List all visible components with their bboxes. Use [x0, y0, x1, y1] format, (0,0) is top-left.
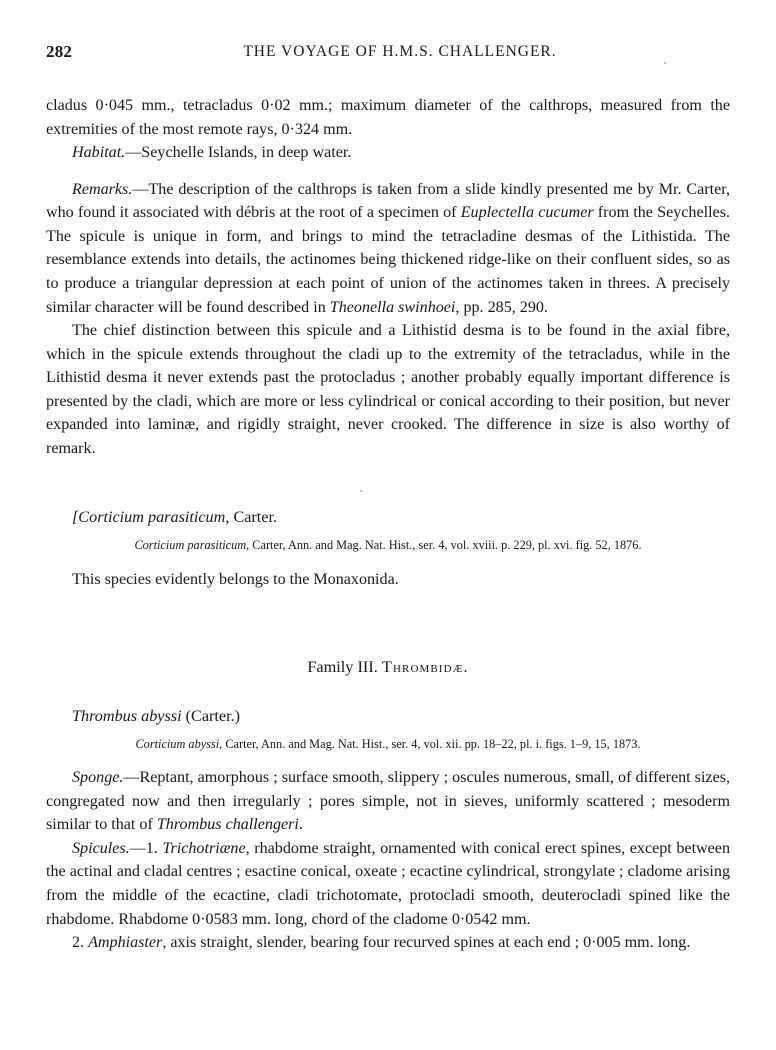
paragraph-sponge	[46, 766, 730, 837]
reference-citation-text: , Carter, Ann. and Mag. Nat. Hist., ser. 4, vol. xviii. p. 229, pl. xvi. fig. 52, 1876.	[246, 538, 642, 553]
spicules-text-1: —1.	[129, 839, 163, 857]
spicules-italic-trichotriaene: Trichotriæne	[162, 839, 246, 857]
sponge-label: Sponge.	[72, 769, 124, 787]
remarks-label: Remarks.	[72, 180, 133, 198]
family-name: Thrombidæ.	[381, 657, 469, 677]
sponge-text-1: —Reptant, amorphous ; surface smooth, slippery ; oscules numerous, small, of different sizes, congregated now and then irregularly ; pores simple, not in sieves, uniformly scattered ; mesoderm similar to that of	[46, 769, 730, 834]
paragraph-monaxonida: This species evidently belongs to the Monaxonida.	[72, 570, 399, 588]
page-speck	[360, 490, 362, 492]
paragraph-cladus: cladus 0·045 mm., tetracladus 0·02 mm.; maximum diameter of the calthrops, measured from the extremities of the most remote rays, 0·324 mm.	[46, 97, 730, 138]
running-head	[46, 42, 730, 72]
reference-italic-name: Corticium parasiticum	[134, 538, 247, 553]
reference-corticium-parasiticum	[46, 537, 730, 554]
family-prefix: Family III.	[307, 657, 382, 677]
bracketed-species-heading	[72, 506, 730, 530]
paragraph-habitat	[46, 141, 730, 165]
spicules-2-text: , axis straight, slender, bearing four recurved spines at each end ; 0·005 mm. long.	[162, 934, 691, 952]
remarks-italic-theonella: Theonella swinhoei	[329, 298, 456, 316]
reference-citation-text: , Carter, Ann. and Mag. Nat. Hist., ser. 4, vol. xii. pp. 18–22, pl. i. figs. 1–9, 15, 1873.	[219, 736, 641, 751]
sponge-text-2: .	[298, 816, 303, 834]
paragraph-distinction: The chief distinction between this spicule and a Lithistid desma is to be found in the axial fibre, which in the spicule extends throughout the cladi up to the extremity of the tetracladus, while in the Lithistid desma it never extends past the protocladus ; another probably equally important difference is presented by the cladi, which are more or less cylindrical or conical according to their position, but never expanded into laminæ, and rigidly straight, never crooked. The difference in size is also worthy of remark.	[46, 322, 730, 457]
remarks-italic-euplectella: Euplectella cucumer	[460, 204, 594, 222]
reference-corticium-abyssi	[46, 736, 730, 753]
text-column	[46, 94, 730, 955]
paragraph-spicules-2	[46, 931, 730, 955]
remarks-text-2: from the Seychelles. The spicule is unique in form, and brings to mind the tetracladine desmas of the Lithistida. The resemblance extends into details, the actinomes being thickened ridge-like on their confluent sides, so as to produce a triangular depression at each point of union of the actinomes taken in threes. A precisely similar character will be found described in	[46, 204, 730, 316]
bracketed-species-rest: , Carter.	[225, 508, 278, 527]
reference-italic-name: Corticium abyssi	[135, 736, 220, 751]
spicules-italic-amphiaster: Amphiaster	[88, 934, 163, 952]
species-heading	[72, 705, 730, 729]
remarks-text-3: , pp. 285, 290.	[455, 298, 548, 316]
running-title: THE VOYAGE OF H.M.S. CHALLENGER.	[243, 43, 557, 60]
spicules-2-prefix: 2.	[72, 934, 89, 952]
family-heading	[46, 655, 730, 679]
species-italic-name: Thrombus abyssi	[72, 707, 182, 726]
page-number: 282	[46, 42, 73, 61]
remarks-text-1: —The description of the calthrops is taken from a slide kindly presented me by Mr. Carter, who found it associated with débris at the root of a specimen of	[46, 180, 730, 222]
bracketed-species-italic: [Corticium parasiticum	[72, 508, 226, 527]
paragraph-spicules-1	[46, 837, 730, 931]
species-authority: (Carter.)	[181, 707, 241, 726]
habitat-text: —Seychelle Islands, in deep water.	[125, 144, 352, 162]
spicules-label: Spicules.	[72, 839, 130, 857]
habitat-label: Habitat.	[72, 144, 126, 162]
spicules-text-2: , rhabdome straight, ornamented with conical erect spines, except between the actinal and cladal centres ; esactine conical, oxeate ; ecactine cylindrical, strongylate ; cladome arising from the middle of the ecactine, cladi trichotomate, protocladi smooth, deuterocladi spined like the rhabdome. Rhabdome 0·0583 mm. long, chord of the cladome 0·0542 mm.	[46, 839, 730, 928]
sponge-italic-challengeri: Thrombus challengeri	[156, 816, 299, 834]
paragraph-remarks	[46, 178, 730, 319]
